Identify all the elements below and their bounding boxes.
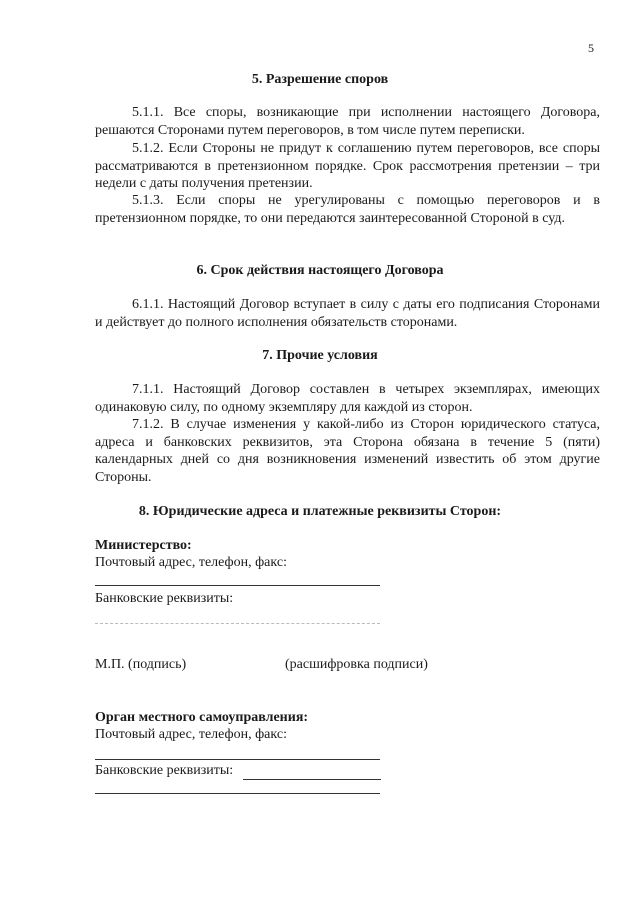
local-gov-address-line [95,759,380,760]
ministry-address-line [95,585,380,586]
ministry-address-label: Почтовый адрес, телефон, факс: [95,555,287,570]
ministry-bank-line [95,623,380,624]
clause-5-1-1: 5.1.1. Все споры, возникающие при исполнении настоящего Договора, решаются Сторонами путем переговоров, в том числе путем переписки. [95,105,600,138]
local-gov-bank-line [243,779,381,780]
clause-5-1-2: 5.1.2. Если Стороны не придут к соглашению путем переговоров, все споры рассматриваются в претензионном порядке. Срок рассмотрения претензии – три недели с даты получения претензии. [95,141,600,191]
local-gov-address-label: Почтовый адрес, телефон, факс: [95,727,287,742]
page-number: 5 [588,41,594,55]
local-gov-bank-label: Банковские реквизиты: [95,763,234,778]
clause-5-1-3: 5.1.3. Если споры не урегулированы с помощью переговоров и в претензионном порядке, то они передаются заинтересованной Стороной в суд. [95,193,600,226]
section-5-title: 5. Разрешение споров [251,72,389,87]
ministry-bank-label: Банковские реквизиты: [95,591,234,606]
ministry-decode-label: (расшифровка подписи) [285,657,428,672]
local-gov-extra-line [95,793,380,794]
clause-7-1-1: 7.1.1. Настоящий Договор составлен в четырех экземплярах, имеющих одинаковую силу, по одному экземпляру для каждой из сторон. [95,382,600,415]
ministry-seal-label: М.П. (подпись) [95,657,187,672]
section-6-title: 6. Срок действия настоящего Договора [196,263,444,278]
ministry-name: Министерство: [95,538,192,553]
section-8-title: 8. Юридические адреса и платежные реквизиты Сторон: [138,504,502,519]
local-gov-name: Орган местного самоуправления: [95,710,309,725]
clause-7-1-2: 7.1.2. В случае изменения у какой-либо из Сторон юридического статуса, адреса и банковских реквизитов, эта Сторона обязана в течение 5 (пяти) календарных дней со дня возникновения изменений известить об этом другие Стороны. [95,417,600,485]
clause-6-1-1: 6.1.1. Настоящий Договор вступает в силу с даты его подписания Сторонами и действует до полного исполнения обязательств сторонами. [95,297,600,330]
section-7-title: 7. Прочие условия [262,348,378,363]
